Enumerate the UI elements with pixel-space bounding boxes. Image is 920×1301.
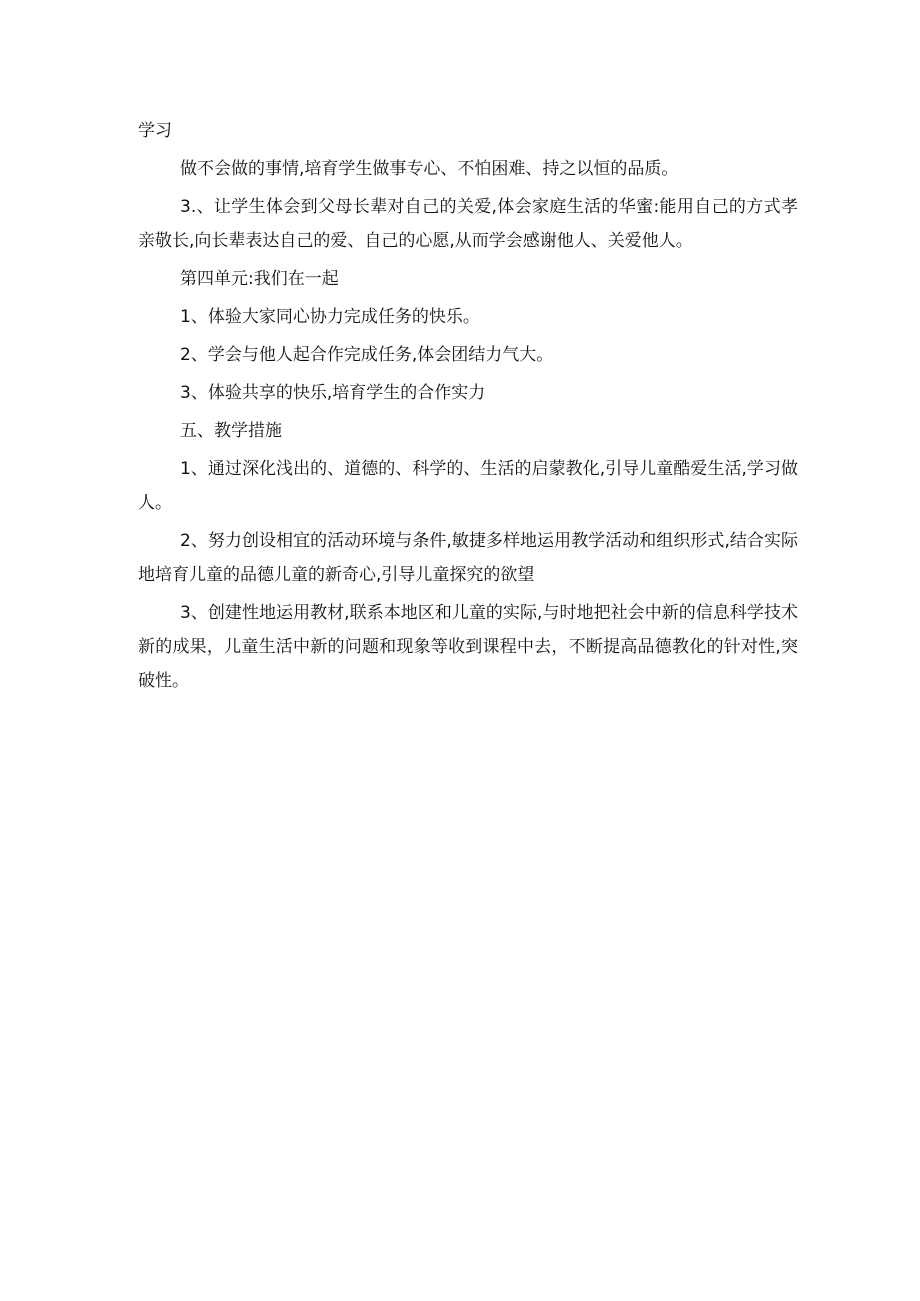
measure-item-3: 3、创建性地运用教材,联系本地区和儿童的实际,与时地把社会中新的信息科学技术新的成果，儿童生活中新的问题和现象等收到课程中去，不断提高品德教化的针对性,突破性。 — [138, 603, 798, 691]
unit-four-item-2: 2、学会与他人起合作完成任务,体会团结力气大。 — [180, 345, 554, 365]
unit-four-item-3: 3、体验共享的快乐,培育学生的合作实力 — [180, 383, 486, 403]
paragraph-quality: 做不会做的事情,培育学生做事专心、不怕困难、持之以恒的品质。 — [180, 159, 679, 179]
section-five-heading: 五、教学措施 — [180, 421, 282, 441]
unit-four-heading: 第四单元:我们在一起 — [180, 269, 339, 289]
document-body — [138, 114, 798, 702]
measure-item-2: 2、努力创设相宜的活动环境与条件,敏捷多样地运用教学活动和组织形式,结合实际地培育儿童的品德儿童的新奇心,引导儿童探究的欲望 — [138, 531, 798, 585]
measure-item-1: 1、通过深化浅出的、道德的、科学的、生活的启蒙教化,引导儿童酷爱生活,学习做人。 — [138, 459, 798, 513]
paragraph-continuation: 学习 — [138, 121, 172, 141]
paragraph-family-love: 3.、让学生体会到父母长辈对自己的关爱,体会家庭生活的华蜜:能用自己的方式孝亲敬长,向长辈表达自己的爱、自己的心愿,从而学会感谢他人、关爱他人。 — [138, 197, 798, 251]
unit-four-item-1: 1、体验大家同心协力完成任务的快乐。 — [180, 307, 480, 327]
